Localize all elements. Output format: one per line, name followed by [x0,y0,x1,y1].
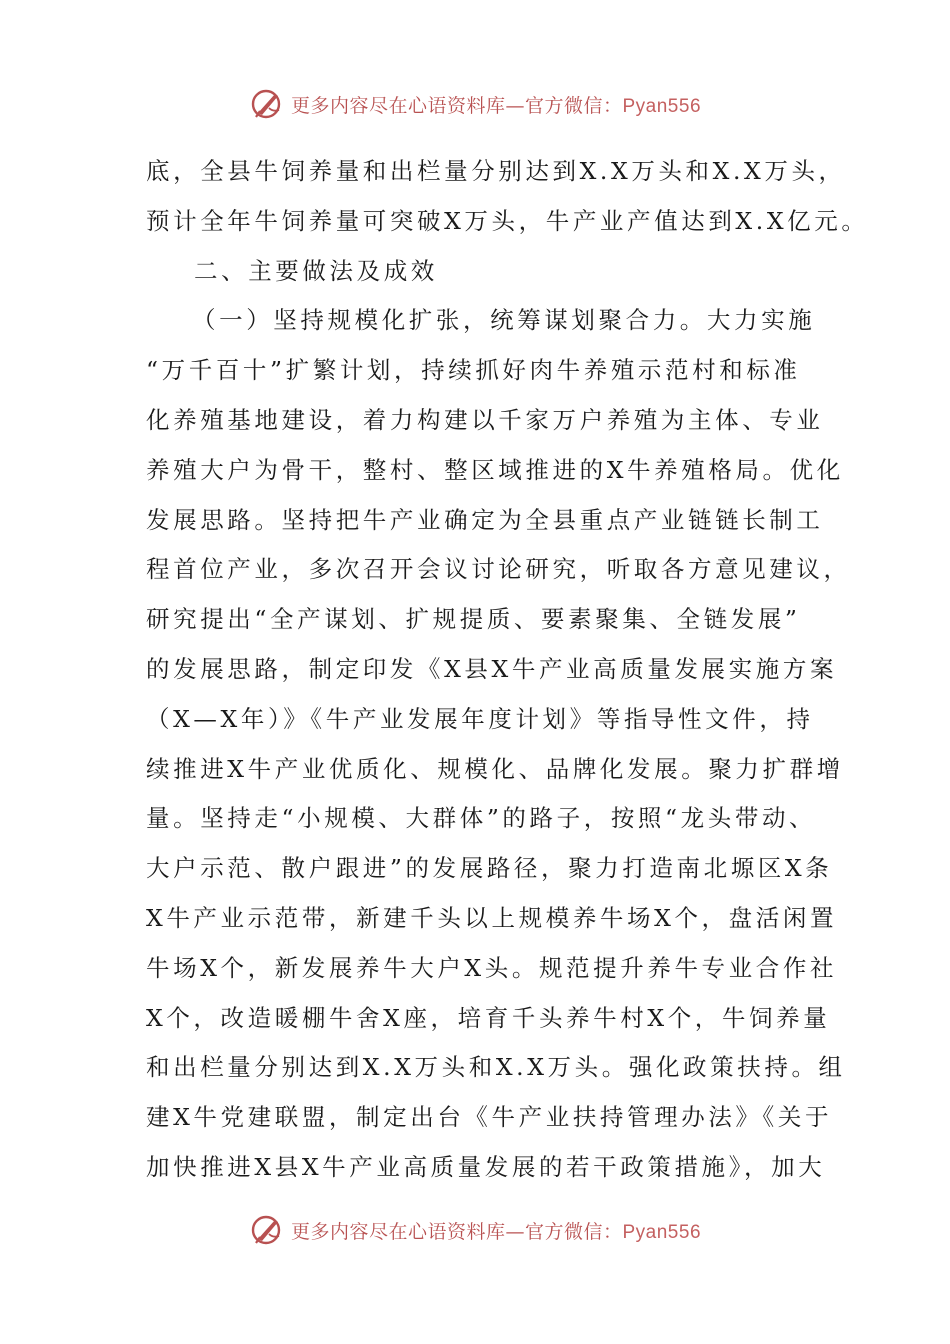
text-line: 程首位产业，多次召开会议讨论研究，听取各方意见建议， [146,555,851,584]
text-line: 底，全县牛饲养量和出栏量分别达到X.X万头和X.X万头， [146,157,846,185]
wechat-id: Pyan556 [622,1221,702,1243]
text-line: 发展思路。坚持把牛产业确定为全县重点产业链链长制工 [146,505,824,534]
text-line: 加快推进X县X牛产业高质量发展的若干政策措施》，加大 [146,1152,826,1181]
text-line: 研究提出“全产谋划、扩规提质、要素聚集、全链发展” [146,605,801,634]
text-line: 预计全年牛饲养量可突破X万头，牛产业产值达到X.X亿元。 [146,206,869,235]
text-line: 建X牛党建联盟，制定出台《牛产业扶持管理办法》《关于 [146,1103,833,1132]
text-line: 续推进X牛产业优质化、规模化、品牌化发展。聚力扩群增 [146,754,844,783]
text-line: 牛场X个，新发展养牛大户X头。规范提升养牛专业合作社 [146,953,838,982]
text-line: 量。坚持走“小规模、大群体”的路子，按照“龙头带动、 [146,804,817,833]
quill-pen-logo-icon [249,1212,285,1248]
text-line: 大户示范、散户跟进”的发展路径，聚力打造南北塬区X条 [146,854,833,883]
section-heading: 二、主要做法及成效 [194,256,438,285]
text-line: 的发展思路，制定印发《X县X牛产业高质量发展实施方案 [146,654,838,683]
header-watermark-banner [0,82,950,126]
watermark-content [249,1212,701,1248]
text-line: 化养殖基地建设，着力构建以千家万户养殖为主体、专业 [146,405,824,434]
text-line: 养殖大户为骨干，整村、整区域推进的X牛养殖格局。优化 [146,455,844,484]
quill-pen-logo-icon [249,86,285,122]
watermark-text: 更多内容尽在心语资料库—官方微信：Pyan556 [290,1220,702,1243]
text-line: （一）坚持规模化扩张，统筹谋划聚合力。大力实施 [192,306,816,335]
footer-watermark-banner [0,1208,950,1252]
text-line: （X—X年）》《牛产业发展年度计划》等指导性文件，持 [146,704,814,733]
watermark-text: 更多内容尽在心语资料库—官方微信：Pyan556 [290,94,702,117]
text-line: X牛产业示范带，新建千头以上规模养牛场X个，盘活闲置 [146,903,838,932]
text-line: “万千百十”扩繁计划，持续抓好肉牛养殖示范村和标准 [146,356,801,385]
wechat-id: Pyan556 [622,95,702,117]
text-line: X个，改造暖棚牛舍X座，培育千头养牛村X个，牛饲养量 [146,1003,831,1032]
document-body [146,147,869,1193]
watermark-content [249,86,701,122]
text-line: 和出栏量分别达到X.X万头和X.X万头。强化政策扶持。组 [146,1053,846,1082]
